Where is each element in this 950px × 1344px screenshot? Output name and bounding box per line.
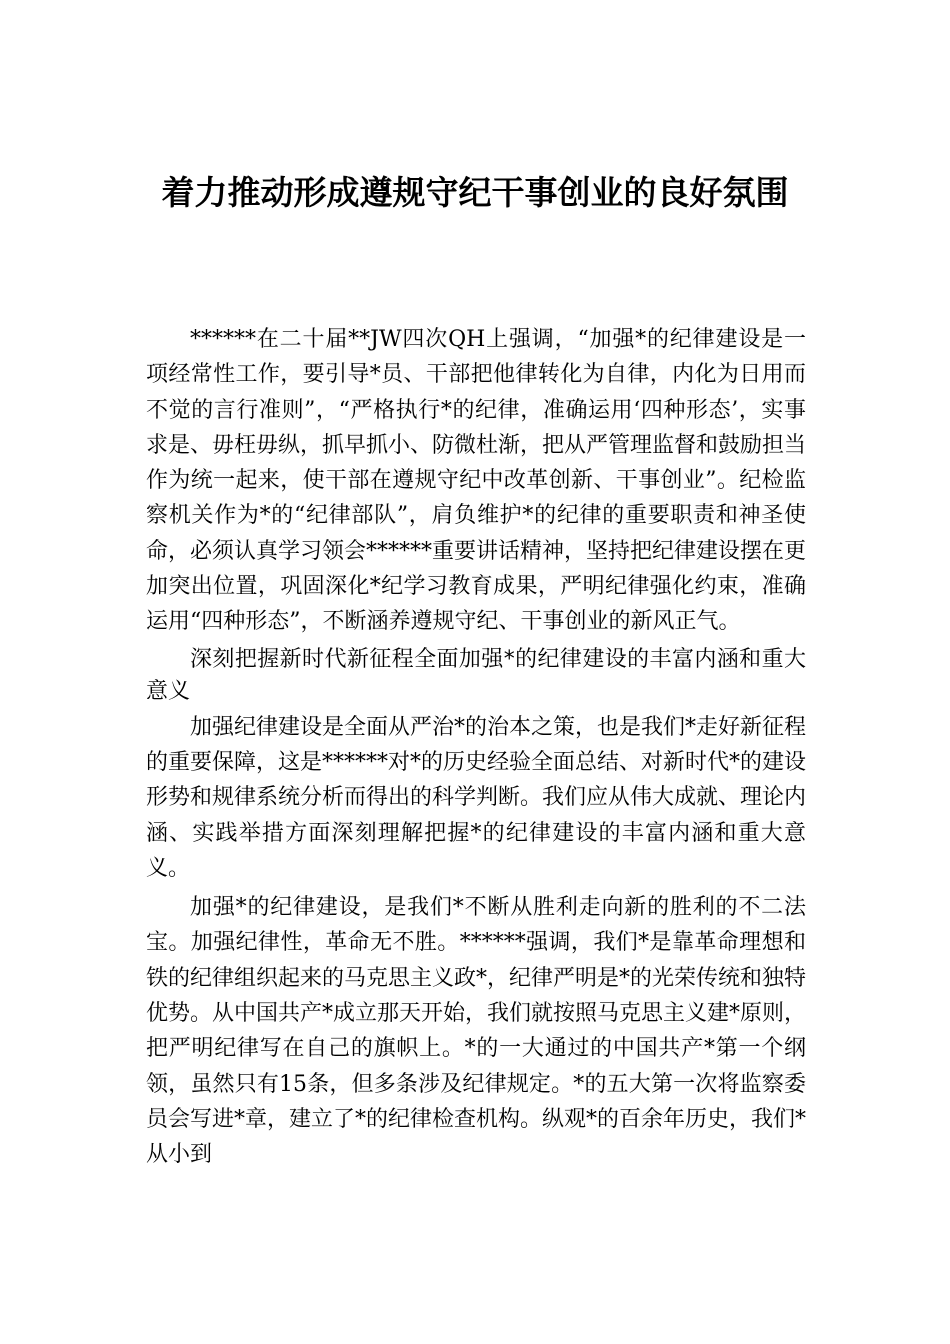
section-paragraph-2: 加强*的纪律建设，是我们*不断从胜利走向新的胜利的不二法宝。加强纪律性，革命无不胜。******强调，我们*是靠革命理想和铁的纪律组织起来的马克思主义政*，纪律严明是*的光荣传统和独特优势。从中国共产*成立那天开始，我们就按照马克思主义建*原则，把严明纪律写在自己的旗帜上。*的一大通过的中国共产*第一个纲领，虽然只有15条，但多条涉及纪律规定。*的五大第一次将监察委员会写进*章，建立了*的纪律检查机构。纵观*的百余年历史，我们*从小到 [146, 895, 807, 1168]
section-paragraph-1: 加强纪律建设是全面从严治*的治本之策，也是我们*走好新征程的重要保障，这是******对*的历史经验全面总结、对新时代*的建设形势和规律系统分析而得出的科学判断。我们应从伟大成就、理论内涵、实践举措方面深刻理解把握*的纪律建设的丰富内涵和重大意义。 [146, 714, 807, 881]
document-title: 着力推动形成遵规守纪干事创业的良好氛围 [161, 173, 789, 212]
section-heading: 深刻把握新时代新征程全面加强*的纪律建设的丰富内涵和重大意义 [146, 646, 806, 704]
document-body [146, 322, 806, 1173]
intro-paragraph: ******在二十届**JW四次QH上强调，“加强*的纪律建设是一项经常性工作，要引导*员、干部把他律转化为自律，内化为日用而不觉的言行准则”，“严格执行*的纪律，准确运用‘四种形态’，实事求是、毋枉毋纵，抓早抓小、防微杜渐，把从严管理监督和鼓励担当作为统一起来，使干部在遵规守纪中改革创新、干事创业”。纪检监察机关作为*的“纪律部队”，肩负维护*的纪律的重要职责和神圣使命，必须认真学习领会******重要讲话精神，坚持把纪律建设摆在更加突出位置，巩固深化*纪学习教育成果，严明纪律强化约束，准确运用“四种形态”，不断涵养遵规守纪、干事创业的新风正气。 [146, 327, 807, 635]
